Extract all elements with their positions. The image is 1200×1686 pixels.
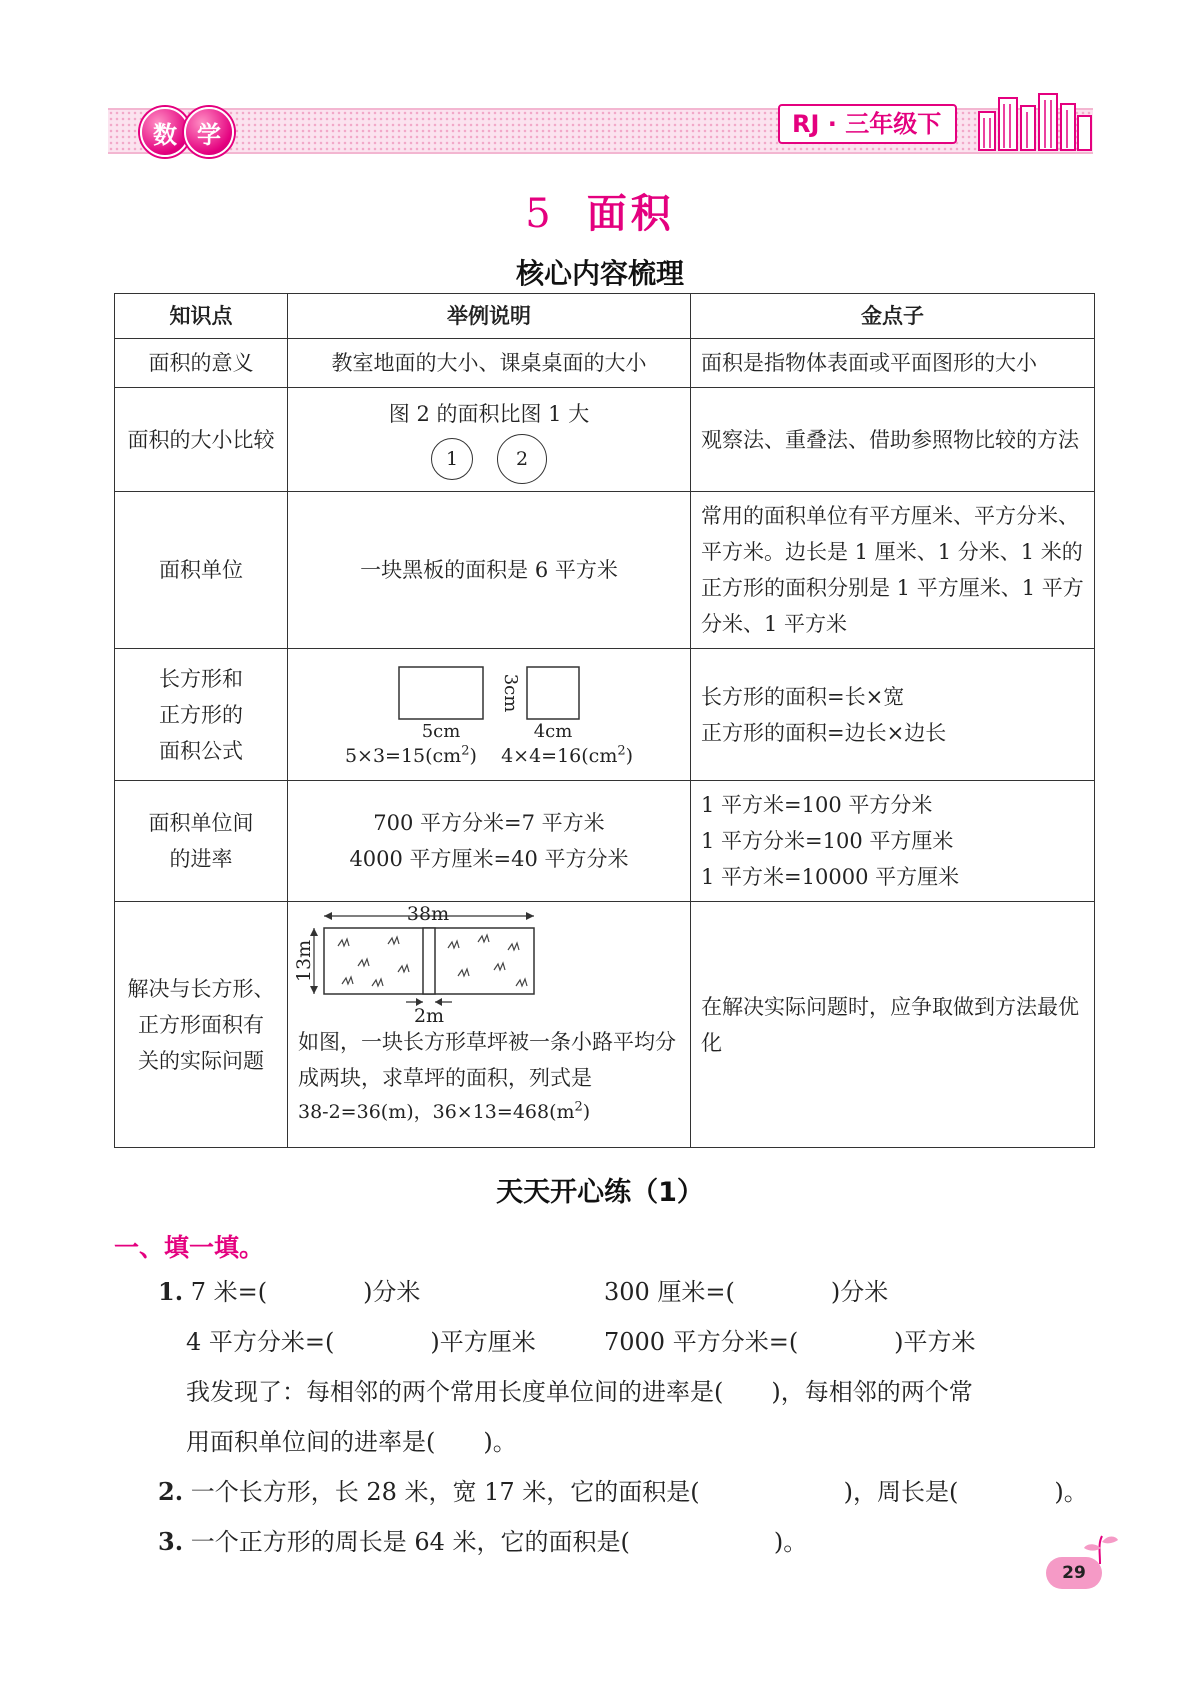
- question-2: [158, 1472, 1088, 1507]
- example-cell: [288, 902, 691, 1148]
- topic-line: 长方形和: [159, 666, 243, 691]
- example-line: 700 平方分米=7 平方米: [373, 811, 605, 835]
- example-cell: 教室地面的大小、课桌桌面的大小: [288, 339, 691, 388]
- header-example: 举例说明: [288, 294, 691, 339]
- tip-cell: 在解决实际问题时，应争取做到方法最优化: [691, 902, 1095, 1148]
- question-text: 一个正方形的周长是 64 米，它的面积是( )。: [190, 1528, 808, 1556]
- figure-1-circle: 1: [431, 438, 473, 480]
- tip-cell: 常用的面积单位有平方厘米、平方分米、平方米。边长是 1 厘米、1 分米、1 米的正方形的面积分别是 1 平方厘米、1 平方分米、1 平方米: [691, 492, 1095, 649]
- header-topic: 知识点: [115, 294, 288, 339]
- example-text: 图 2 的面积比图 1 大: [388, 401, 590, 426]
- topic-cell: [115, 781, 288, 902]
- tip-cell: 观察法、重叠法、借助参照物比较的方法: [691, 388, 1095, 492]
- question-number: 1.: [158, 1277, 184, 1306]
- header-tip: 金点子: [691, 294, 1095, 339]
- width-label: 13m: [293, 939, 315, 983]
- sup: 2: [574, 1099, 583, 1115]
- question-1-line-c: 4 平方分米=( )平方厘米: [186, 1328, 536, 1356]
- paren: ): [582, 1101, 591, 1123]
- sup: 2: [617, 743, 626, 759]
- square-side-label: 4cm: [533, 720, 573, 742]
- table-row: [115, 649, 1095, 781]
- topic-line: 正方形的: [159, 702, 243, 727]
- question-number: 3.: [158, 1527, 184, 1556]
- table-row: [115, 902, 1095, 1148]
- question-1-line-a: [158, 1272, 420, 1307]
- topic-cell: [115, 902, 288, 1148]
- logo-char-1: 数: [140, 107, 190, 157]
- question-text: 一个长方形，长 28 米，宽 17 米，它的面积是( )，周长是( )。: [190, 1478, 1088, 1506]
- topic-line: 面积单位间: [148, 811, 254, 835]
- table-row: [115, 388, 1095, 492]
- table-row: [115, 781, 1095, 902]
- figure-2-circle: 2: [497, 434, 547, 484]
- topic-cell: 面积的大小比较: [115, 388, 288, 492]
- formula-line: [298, 1096, 684, 1128]
- table-header-row: [115, 294, 1095, 339]
- chapter-number: 5: [525, 191, 555, 237]
- example-text: 如图，一块长方形草坪被一条小路平均分成两块，求草坪的面积，列式是: [298, 1030, 676, 1090]
- example-cell: [288, 649, 691, 781]
- question-3: [158, 1522, 807, 1557]
- topic-line: 面积公式: [159, 738, 243, 763]
- question-1-line-b: 300 厘米=( )分米: [604, 1278, 889, 1306]
- section-title: 核心内容梳理: [515, 257, 684, 290]
- chapter-title: [0, 182, 1200, 239]
- length-label: 38m: [406, 903, 450, 925]
- lawn-formula: 38-2=36(m)，36×13=468(m: [298, 1101, 575, 1123]
- topic-line: 解决与长方形、: [127, 976, 275, 1001]
- example-line: 4000 平方厘米=40 平方分米: [349, 847, 629, 871]
- topic-cell: 面积的意义: [115, 339, 288, 388]
- path-label: 2m: [413, 1005, 445, 1027]
- practice-title: 天天开心练（1）: [496, 1177, 704, 1208]
- topic-line: 正方形面积有: [138, 1012, 264, 1037]
- chapter-name: 面积: [586, 191, 675, 237]
- topic-line: 的进率: [169, 847, 233, 871]
- question-1-line-e: 我发现了：每相邻的两个常用长度单位间的进率是( )，每相邻的两个常: [186, 1378, 973, 1406]
- tip-cell: 面积是指物体表面或平面图形的大小: [691, 339, 1095, 388]
- tip-line: 1 平方米=100 平方分米: [701, 793, 933, 817]
- topic-cell: 面积单位: [115, 492, 288, 649]
- path-strip: [423, 928, 435, 994]
- subject-logo: [140, 106, 240, 158]
- question-1-line-f: 用面积单位间的进率是( )。: [186, 1428, 517, 1456]
- paren: ): [469, 744, 477, 767]
- tip-line: 长方形的面积=长×宽: [701, 684, 905, 709]
- lawn-diagram: [293, 903, 548, 1027]
- rectangle-square-diagram: [299, 659, 679, 742]
- sup: 2: [461, 743, 470, 759]
- table-row: [115, 492, 1095, 649]
- question-1-line-d: 7000 平方分米=( )平方米: [604, 1328, 976, 1356]
- formula-line: [292, 741, 686, 771]
- part-one-heading: 一、填一填。: [114, 1233, 265, 1262]
- topic-cell: [115, 649, 288, 781]
- tip-cell: [691, 781, 1095, 902]
- example-cell: [288, 781, 691, 902]
- tip-line: 正方形的面积=边长×边长: [701, 720, 947, 745]
- tip-line: 1 平方分米=100 平方厘米: [701, 829, 954, 853]
- topic-line: 关的实际问题: [138, 1048, 264, 1073]
- example-cell: [288, 388, 691, 492]
- tip-cell: [691, 649, 1095, 781]
- summary-table: [114, 293, 1095, 1148]
- question-number: 2.: [158, 1477, 184, 1506]
- page-number: 29: [1046, 1557, 1102, 1589]
- question-text: 7 米=( )分米: [190, 1278, 421, 1306]
- example-cell: 一块黑板的面积是 6 平方米: [288, 492, 691, 649]
- logo-char-2: 学: [184, 107, 234, 157]
- table-row: [115, 339, 1095, 388]
- square-formula: 4×4=16(cm: [501, 744, 618, 767]
- buildings-icon: [975, 90, 1095, 152]
- rect-width-label: 5cm: [421, 720, 461, 742]
- rect-height-label: 3cm: [500, 673, 521, 712]
- paren: ): [625, 744, 634, 767]
- rect-formula: 5×3=15(cm: [344, 744, 462, 767]
- tip-line: 1 平方米=10000 平方厘米: [701, 865, 960, 889]
- square-shape: [527, 667, 579, 719]
- grade-tag: RJ · 三年级下: [778, 104, 957, 144]
- rectangle-shape: [399, 667, 483, 719]
